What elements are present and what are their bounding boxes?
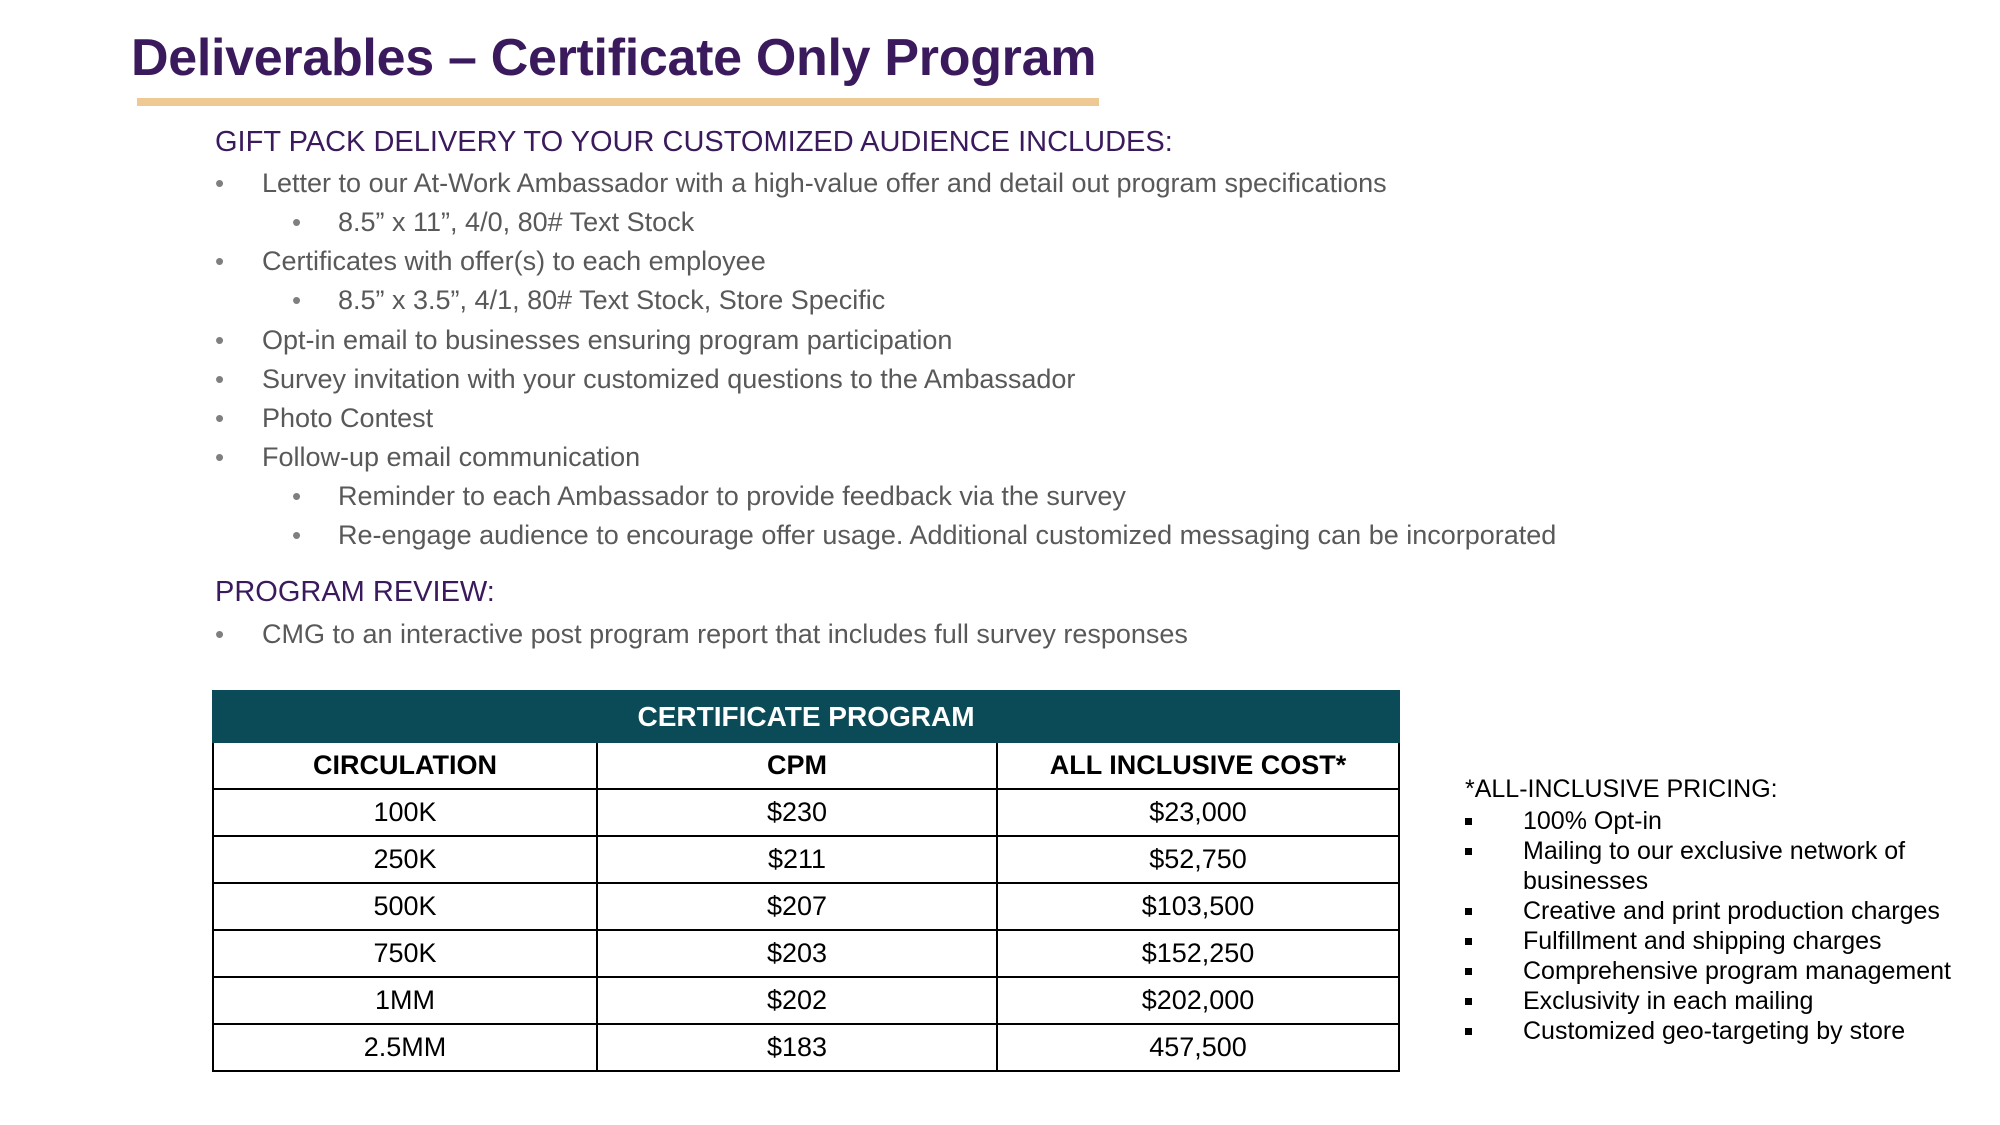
list-item: Fulfillment and shipping charges	[1465, 926, 1985, 956]
pricing-notes-title: *ALL-INCLUSIVE PRICING:	[1465, 775, 1778, 803]
cell-cost: $103,500	[997, 883, 1399, 930]
page-title: Deliverables – Certificate Only Program	[131, 29, 1097, 87]
square-bullet-icon	[1465, 818, 1472, 825]
cell-cpm: $202	[597, 977, 997, 1024]
column-header-cpm: CPM	[597, 742, 997, 789]
cell-cost: 457,500	[997, 1024, 1399, 1071]
column-header-cost: ALL INCLUSIVE COST*	[997, 742, 1399, 789]
square-bullet-icon	[1465, 968, 1472, 975]
cell-circulation: 100K	[213, 789, 597, 836]
pricing-notes-list	[1465, 806, 1985, 1046]
list-item: • 8.5” x 11”, 4/0, 80# Text Stock	[292, 207, 695, 237]
list-item: • Follow-up email communication	[215, 442, 641, 472]
list-item: Creative and print production charges	[1465, 896, 1985, 926]
list-item: • Survey invitation with your customized questions to the Ambassador	[215, 364, 1076, 394]
list-item: • 8.5” x 3.5”, 4/1, 80# Text Stock, Store Specific	[292, 285, 886, 315]
list-item: • Reminder to each Ambassador to provide feedback via the survey	[292, 481, 1126, 511]
table-row	[213, 789, 1399, 836]
cell-cpm: $183	[597, 1024, 997, 1071]
pricing-notes	[1465, 775, 1985, 1046]
table-header-row	[213, 742, 1399, 789]
column-header-circulation: CIRCULATION	[213, 742, 597, 789]
cell-circulation: 2.5MM	[213, 1024, 597, 1071]
list-item: • Letter to our At-Work Ambassador with a high-value offer and detail out program specifications	[215, 168, 1387, 198]
square-bullet-icon	[1465, 998, 1472, 1005]
table-row	[213, 930, 1399, 977]
list-item: Comprehensive program management	[1465, 956, 1985, 986]
title-underline	[137, 98, 1099, 106]
list-item: • CMG to an interactive post program report that includes full survey responses	[215, 619, 1188, 649]
square-bullet-icon	[1465, 938, 1472, 945]
cell-circulation: 250K	[213, 836, 597, 883]
list-item: Exclusivity in each mailing	[1465, 986, 1985, 1016]
cell-cpm: $211	[597, 836, 997, 883]
table-row	[213, 836, 1399, 883]
square-bullet-icon	[1465, 848, 1472, 855]
list-item: • Re-engage audience to encourage offer usage. Additional customized messaging can be incorporated	[292, 520, 1557, 550]
gift-pack-heading: GIFT PACK DELIVERY TO YOUR CUSTOMIZED AUDIENCE INCLUDES:	[215, 126, 1173, 158]
table-row	[213, 1024, 1399, 1071]
cell-cpm: $207	[597, 883, 997, 930]
square-bullet-icon	[1465, 1028, 1472, 1035]
cell-cpm: $203	[597, 930, 997, 977]
table-row	[213, 883, 1399, 930]
cell-cost: $152,250	[997, 930, 1399, 977]
list-item: • Photo Contest	[215, 403, 434, 433]
program-review-heading: PROGRAM REVIEW:	[215, 576, 495, 608]
list-item: • Opt-in email to businesses ensuring program participation	[215, 325, 953, 355]
cell-cost: $23,000	[997, 789, 1399, 836]
cell-circulation: 500K	[213, 883, 597, 930]
list-item: Customized geo-targeting by store	[1465, 1016, 1985, 1046]
cell-cost: $52,750	[997, 836, 1399, 883]
cell-cpm: $230	[597, 789, 997, 836]
pricing-table	[212, 690, 1400, 1072]
square-bullet-icon	[1465, 908, 1472, 915]
list-item: • Certificates with offer(s) to each employee	[215, 246, 766, 276]
list-item: Mailing to our exclusive network of businesses	[1465, 836, 1985, 896]
table-banner: CERTIFICATE PROGRAM	[213, 691, 1399, 742]
table-row	[213, 977, 1399, 1024]
cell-cost: $202,000	[997, 977, 1399, 1024]
list-item: 100% Opt-in	[1465, 806, 1985, 836]
cell-circulation: 750K	[213, 930, 597, 977]
cell-circulation: 1MM	[213, 977, 597, 1024]
